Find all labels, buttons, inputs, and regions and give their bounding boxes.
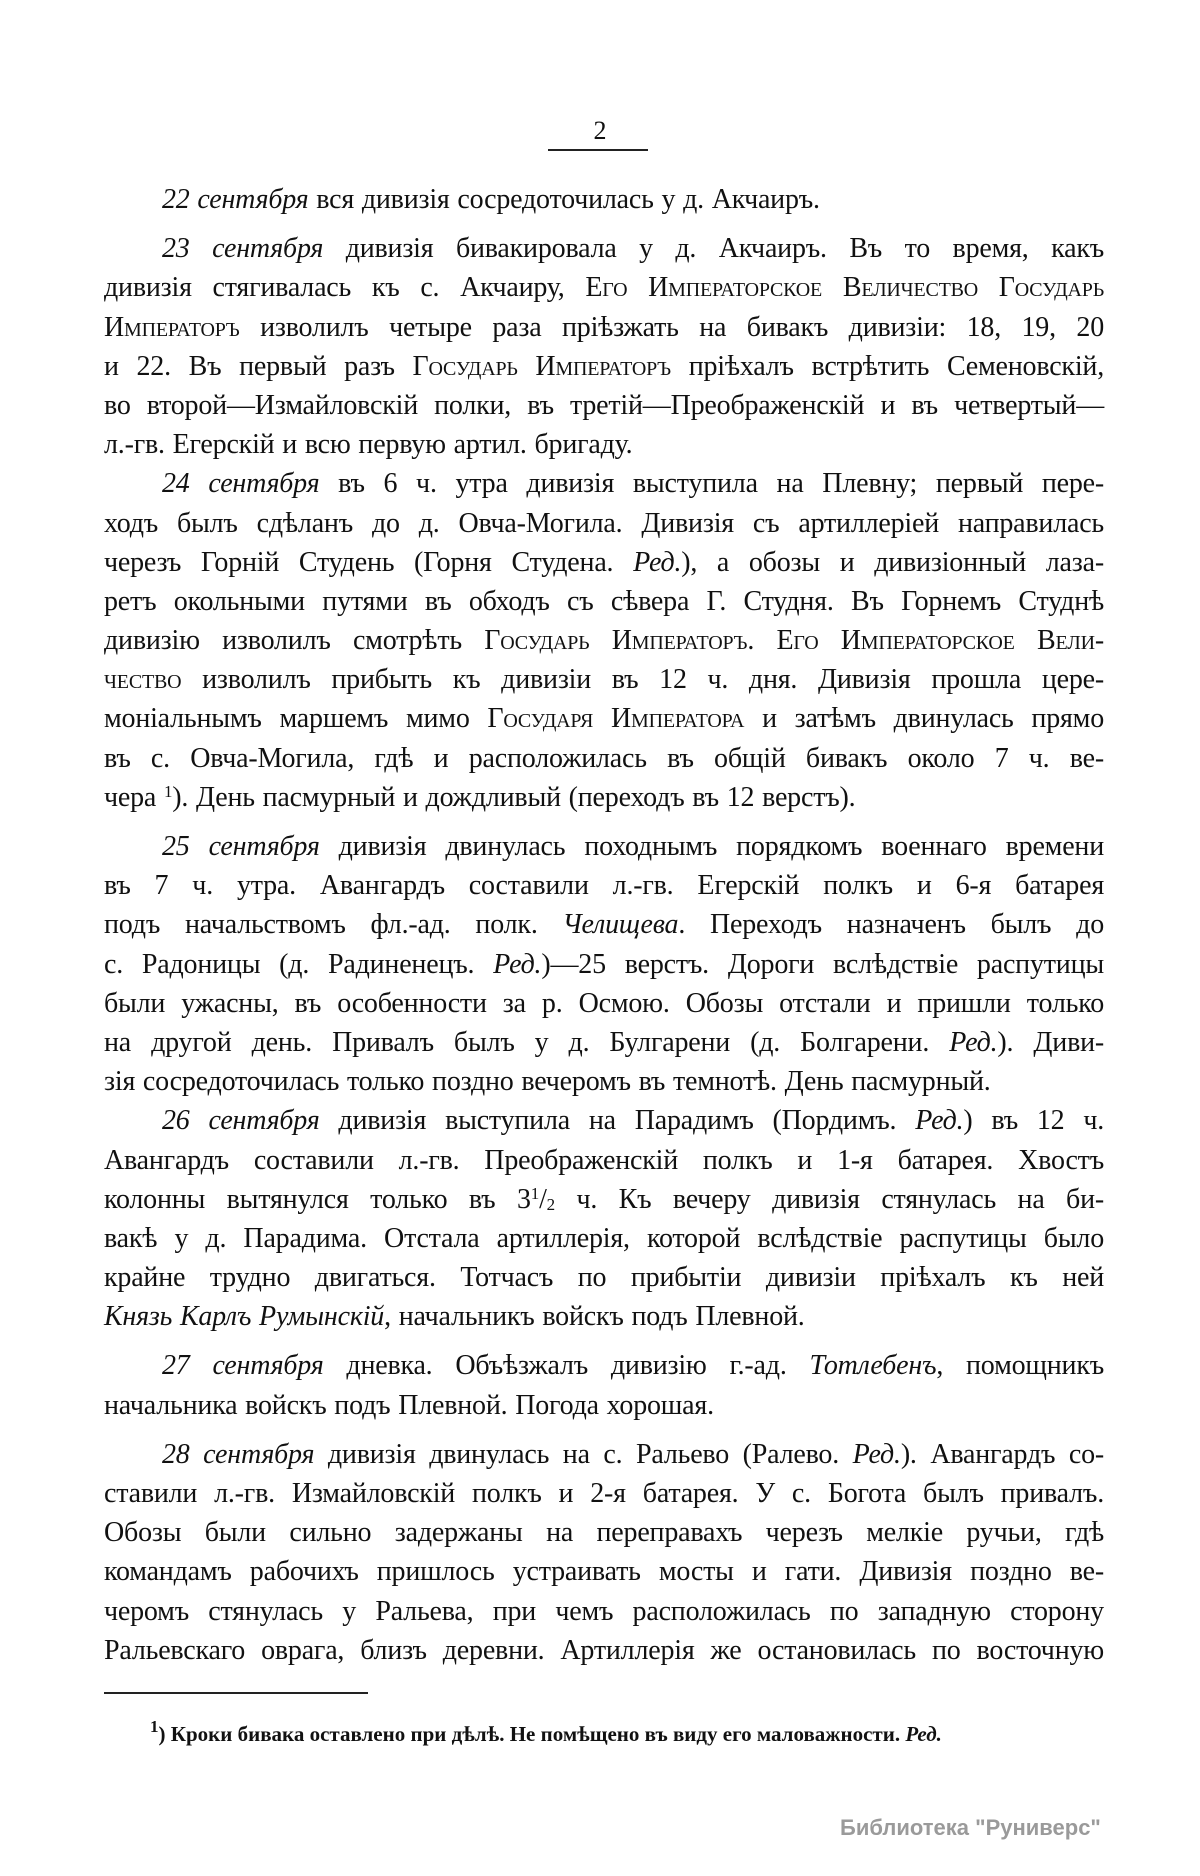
text-run: начальника войскъ подъ Плевной. Погода хорошая. [104, 1389, 714, 1421]
paragraph [104, 1101, 1104, 1336]
text-line [104, 1141, 1104, 1180]
italic-text: 28 сентября [162, 1438, 315, 1470]
text-line [104, 1474, 1104, 1513]
paragraph [104, 229, 1104, 464]
text-line [104, 1023, 1104, 1062]
text-line [104, 464, 1104, 503]
text-line [104, 1435, 1104, 1474]
page-number: 2 [593, 116, 607, 145]
text-line [104, 827, 1104, 866]
text-run: ходъ былъ сдѣланъ до д. Овча-Могила. Дивизія съ артиллеріей направилась [104, 507, 1104, 539]
italic-text: Ред. [852, 1438, 901, 1470]
text-run: черомъ стянулась у Ральева, при чемъ расположилась по западную сторону [104, 1595, 1104, 1627]
italic-text: Ред. [493, 948, 542, 980]
text-line [104, 1513, 1104, 1552]
text-run: крайне трудно двигаться. Тотчасъ по прибытіи дивизіи пріѣхалъ къ ней [104, 1262, 1104, 1294]
text-run: )—25 верстъ. Дороги вслѣдствіе распутицы [541, 948, 1104, 980]
text-line [104, 1592, 1104, 1631]
text-line [104, 386, 1104, 425]
superscript-text: 1 [530, 1183, 540, 1203]
superscript-text: 2 [546, 1194, 555, 1214]
text-line [104, 621, 1104, 660]
text-run: въ 6 ч. утра дивизія выступила на Плевну; первый пере- [319, 468, 1105, 500]
superscript-text: 1 [163, 781, 173, 801]
text-line [104, 1631, 1104, 1670]
text-run: ), а обозы и дивизіонный лаза- [681, 546, 1104, 578]
text-run: / [539, 1183, 547, 1215]
text-line [104, 1180, 1104, 1219]
text-run: колонны вытянулся только въ 3 [104, 1183, 531, 1215]
italic-text: 25 сентября [162, 831, 320, 862]
text-line [104, 543, 1104, 582]
text-run: чера [104, 781, 164, 813]
text-run: ). Диви- [997, 1026, 1105, 1058]
italic-text: 26 сентября [162, 1105, 320, 1137]
small-caps-text: Государь Императоръ [412, 350, 671, 382]
text-run: ). Авангардъ со- [900, 1438, 1105, 1470]
text-line [104, 1346, 1104, 1385]
text-run: въ 7 ч. утра. Авангардъ составили л.-гв. Егерскій полкъ и 6-я батарея [104, 870, 1104, 902]
text-line [104, 1297, 1104, 1336]
text-run: подъ начальствомъ фл.-ад. полк. [104, 909, 563, 941]
text-line [104, 866, 1104, 905]
footnote-editor-mark: Ред. [905, 1722, 942, 1746]
text-run: ретъ окольными путями въ обходъ съ сѣвера Г. Студня. Въ Горнемъ Студнѣ [104, 585, 1104, 617]
small-caps-text: Государь Императоръ [484, 625, 748, 657]
italic-text: 24 сентября [162, 468, 320, 500]
text-run: дивизію изволилъ смотрѣть [104, 625, 485, 657]
library-watermark: Библиотека "Руниверс" [840, 1815, 1101, 1840]
text-run: черезъ Горній Студень (Горня Студена. [104, 546, 634, 578]
paragraph [104, 1346, 1104, 1424]
text-line [104, 229, 1104, 268]
text-run: вся дивизія сосредоточилась у д. Акчаиръ. [308, 184, 820, 215]
footnote [150, 1717, 1050, 1747]
footnote-divider [104, 1692, 368, 1694]
text-run: Обозы были сильно задержаны на переправахъ черезъ мелкіе ручьи, гдѣ [104, 1517, 1104, 1549]
text-line [104, 945, 1104, 984]
small-caps-text: чество [104, 664, 182, 696]
text-run: пріѣхалъ встрѣтить Семеновскій, [670, 350, 1104, 382]
paragraph [104, 464, 1104, 817]
paragraph [104, 827, 1104, 1101]
small-caps-text: Его Императорское Вели- [776, 625, 1104, 657]
text-line [104, 1552, 1104, 1591]
paragraph [104, 180, 1104, 219]
text-line [104, 1062, 1104, 1101]
small-caps-text: Его Императорское Величество Государь [585, 272, 1104, 304]
text-run: командамъ рабочихъ пришлось устраивать мосты и гати. Дивизія поздно ве- [104, 1556, 1104, 1588]
text-line [104, 699, 1104, 738]
text-run: ). День пасмурный и дождливый (переходъ въ 12 верстъ). [172, 781, 856, 813]
text-run: дивизія стягивалась къ с. Акчаиру, [104, 272, 586, 304]
text-run: вакѣ у д. Парадима. Отстала артиллерія, которой вслѣдствіе распутицы было [104, 1222, 1104, 1254]
italic-text: Тотлебенъ [809, 1350, 937, 1382]
text-run: ставили л.-гв. Измайловскій полкъ и 2-я батарея. У с. Богота былъ привалъ. [104, 1478, 1104, 1509]
small-caps-text: Императоръ [104, 311, 240, 343]
text-run: изволилъ прибыть къ дивизіи въ 12 ч. дня. Дивизія прошла цере- [181, 664, 1104, 696]
text-line [104, 778, 1104, 817]
text-line [104, 268, 1104, 307]
text-run: , начальникъ войскъ подъ Плевной. [384, 1301, 805, 1333]
text-run: моніальнымъ маршемъ мимо [104, 703, 488, 735]
text-line [104, 504, 1104, 543]
text-line [104, 660, 1104, 699]
text-run: были ужасны, въ особенности за р. Осмою. Обозы отстали и пришли только [104, 987, 1104, 1019]
text-line [104, 1219, 1104, 1258]
text-run: дивизія бивакировала у д. Акчаиръ. Въ то время, какъ [323, 233, 1104, 265]
text-run: и затѣмъ двинулась прямо [744, 703, 1104, 735]
text-line [104, 1386, 1104, 1425]
text-run: , помощникъ [936, 1350, 1105, 1382]
italic-text: Князь Карлъ Румынскій [104, 1301, 385, 1333]
footnote-text: ) Кроки бивака оставлено при дѣлѣ. Не помѣщено въ виду его маловажности. [158, 1722, 906, 1746]
paragraph [104, 1435, 1104, 1670]
text-line [104, 425, 1104, 464]
text-run: ) въ 12 ч. [963, 1105, 1105, 1137]
text-run: . Переходъ назначенъ былъ до [678, 909, 1104, 941]
text-run: Ральевскаго оврага, близъ деревни. Артиллерія же остановилась по восточную [104, 1634, 1104, 1666]
body-text [104, 180, 1104, 1670]
text-run: на другой день. Привалъ былъ у д. Булгарени (д. Болгарени. [104, 1026, 950, 1058]
page-number-rule [548, 149, 648, 151]
text-run: ч. Къ вечеру дивизія стянулась на би- [554, 1183, 1104, 1215]
text-run: дивизія двинулась походнымъ порядкомъ военнаго времени [319, 831, 1104, 862]
text-run: изволилъ четыре раза пріѣзжать на бивакъ дивизіи: 18, 19, 20 [239, 311, 1104, 343]
text-run: и 22. Въ первый разъ [104, 350, 413, 382]
text-line [104, 308, 1104, 347]
italic-text: 22 сентября [162, 184, 309, 215]
text-run: с. Радоницы (д. Радиненецъ. [104, 948, 494, 980]
text-run: дивизія двинулась на с. Ральево (Ралево. [314, 1438, 853, 1470]
text-line [104, 905, 1104, 944]
italic-text: Ред. [949, 1026, 998, 1058]
text-run: дневка. Объѣзжалъ дивизію г.-ад. [323, 1350, 810, 1382]
footnote-marker: 1 [150, 1717, 159, 1736]
text-run: дивизія выступила на Парадимъ (Пордимъ. [319, 1105, 916, 1137]
italic-text: 27 сентября [162, 1350, 324, 1382]
italic-text: Челищева [562, 909, 679, 941]
text-line [104, 1101, 1104, 1140]
text-run: въ с. Овча-Могила, гдѣ и расположилась въ общій бивакъ около 7 ч. ве- [104, 742, 1104, 774]
italic-text: Ред. [633, 546, 682, 578]
text-run: . [747, 625, 777, 657]
text-run: Авангардъ составили л.-гв. Преображенскій полкъ и 1-я батарея. Хвостъ [104, 1144, 1104, 1176]
text-line [104, 180, 1104, 219]
text-run: зія сосредоточилась только поздно вечеромъ въ темнотѣ. День пасмурный. [104, 1066, 991, 1098]
text-line [104, 1258, 1104, 1297]
small-caps-text: Государя Императора [487, 703, 745, 735]
text-line [104, 582, 1104, 621]
text-run: во второй—Измайловскій полки, въ третій—Преображенскій и въ четвертый— [104, 389, 1104, 421]
text-line [104, 984, 1104, 1023]
italic-text: Ред. [915, 1105, 964, 1137]
text-run: л.-гв. Егерскій и всю первую артил. бригаду. [104, 429, 633, 461]
text-line [104, 347, 1104, 386]
italic-text: 23 сентября [162, 233, 324, 265]
text-line [104, 739, 1104, 778]
